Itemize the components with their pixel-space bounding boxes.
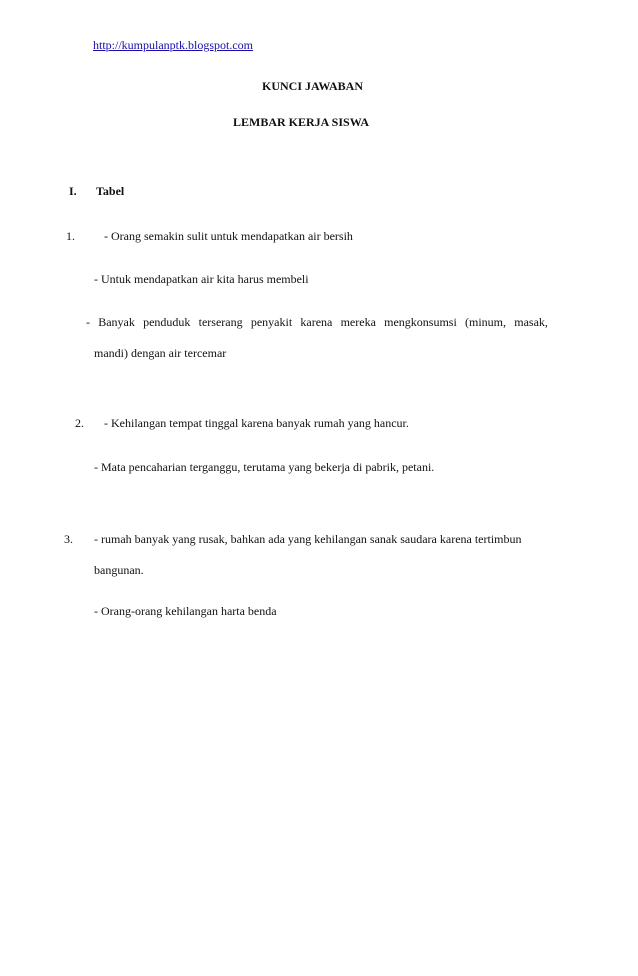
section-numeral: I. <box>69 184 77 198</box>
header-url-link[interactable]: http://kumpulanptk.blogspot.com <box>93 38 253 52</box>
item-2-number: 2. <box>75 416 84 430</box>
word: - <box>86 315 90 329</box>
item-1-number: 1. <box>66 229 75 243</box>
word: mereka <box>340 315 376 329</box>
item-3-point-1: - rumah banyak yang rusak, bahkan ada yang kehilangan sanak saudara karena tertimbun <box>94 532 522 546</box>
title-kunci-jawaban: KUNCI JAWABAN <box>262 79 364 93</box>
word: Banyak <box>98 315 135 329</box>
item-1-point-2: - Untuk mendapatkan air kita harus membeli <box>94 272 309 286</box>
word: masak, <box>514 315 548 329</box>
item-1-point-1: - Orang semakin sulit untuk mendapatkan air bersih <box>104 229 353 243</box>
item-1-point-3-line-1 <box>86 315 548 329</box>
word: penyakit <box>250 315 293 329</box>
word: mengkonsumsi <box>384 315 457 329</box>
item-3-point-2: - Orang-orang kehilangan harta benda <box>94 604 277 618</box>
item-1-point-3-line-2: mandi) dengan air tercemar <box>94 346 227 360</box>
item-3-point-1-line-2: bangunan. <box>94 563 144 577</box>
item-2-point-1: - Kehilangan tempat tinggal karena banyak rumah yang hancur. <box>104 416 409 430</box>
word: penduduk <box>143 315 191 329</box>
title-lembar-kerja-siswa: LEMBAR KERJA SISWA <box>233 115 370 129</box>
word: terserang <box>198 315 243 329</box>
section-heading: Tabel <box>96 184 125 198</box>
item-3-number: 3. <box>64 532 73 546</box>
word: karena <box>300 315 333 329</box>
item-2-point-2: - Mata pencaharian terganggu, terutama yang bekerja di pabrik, petani. <box>94 460 435 474</box>
word: (minum, <box>465 315 507 329</box>
